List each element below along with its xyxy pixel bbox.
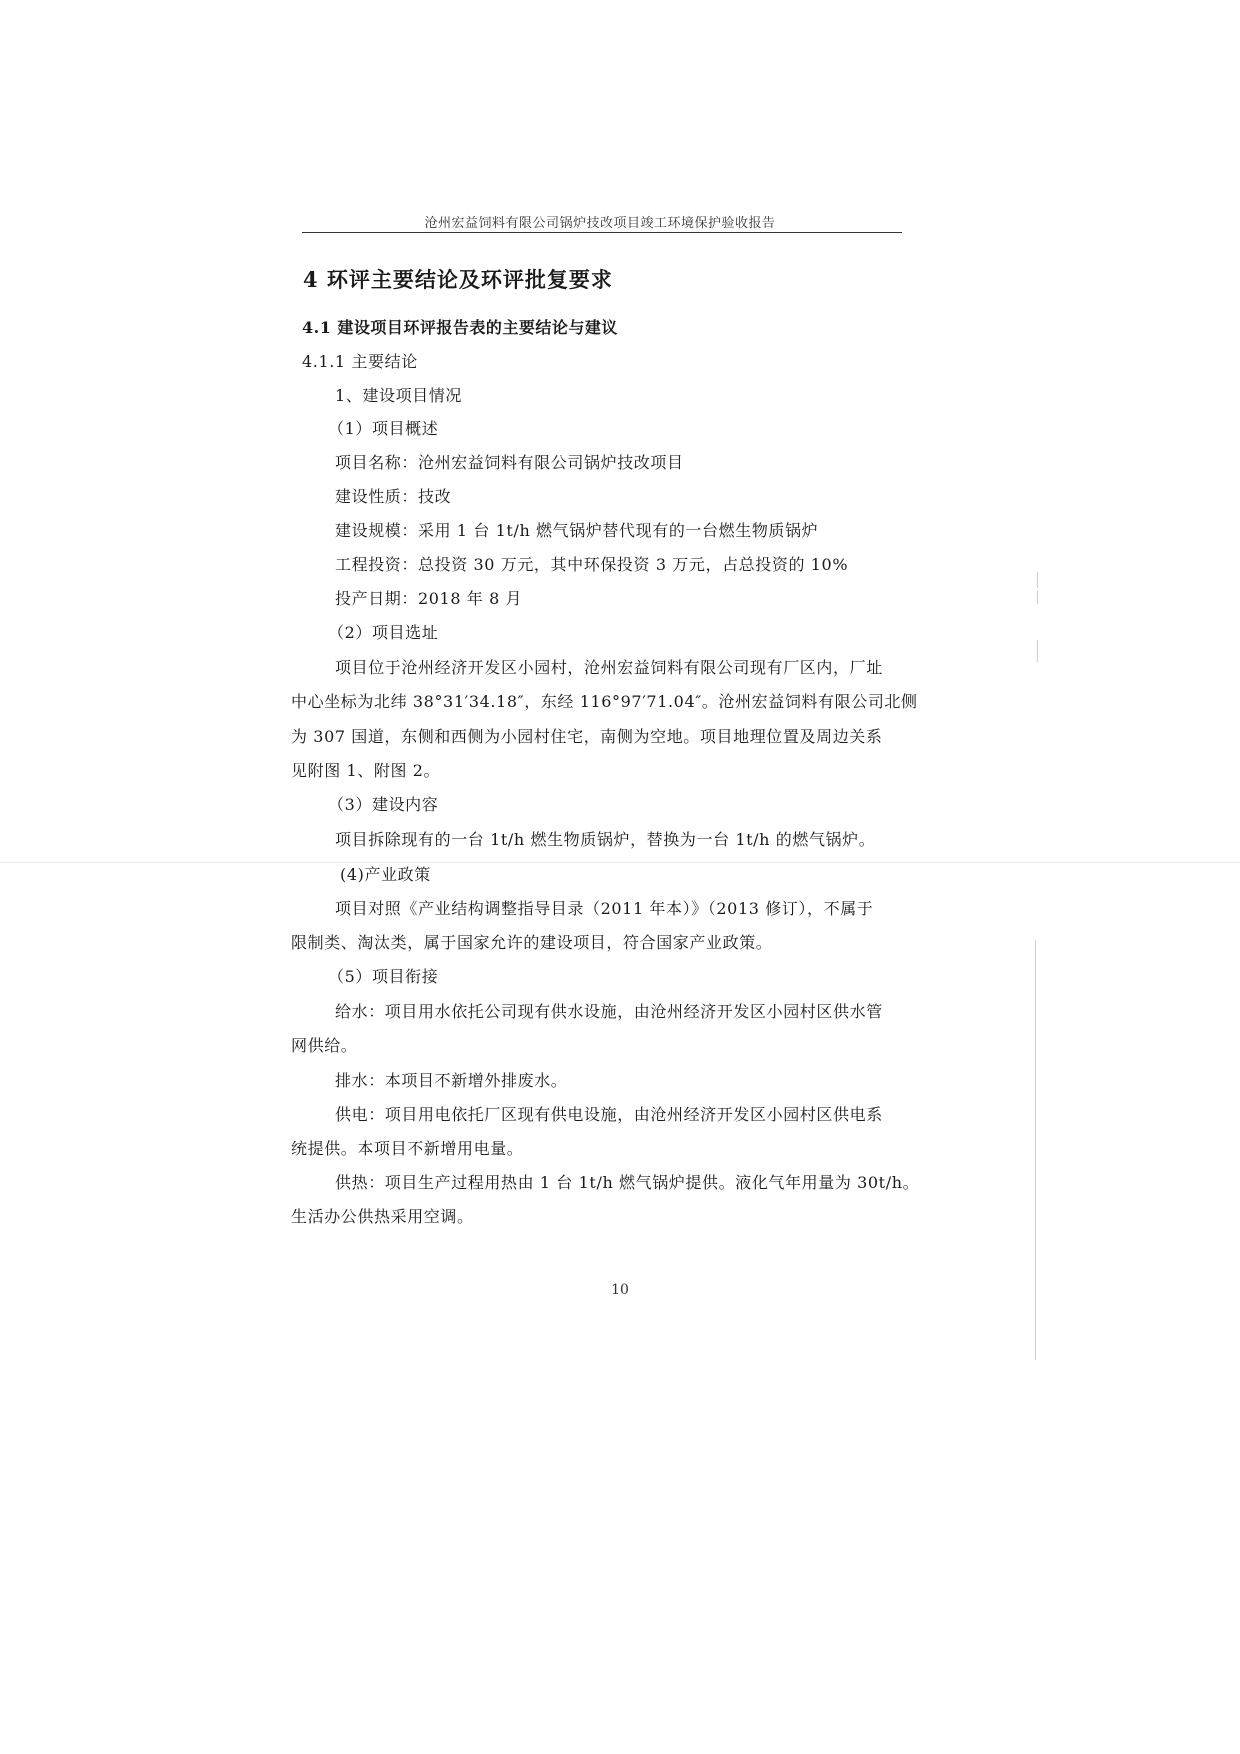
body-line: 见附图 1、附图 2。 [291,761,441,780]
body-line: 网供给。 [291,1036,358,1055]
body-line: 投产日期：2018 年 8 月 [335,589,523,608]
section-heading-4-1: 4.1 建设项目环评报告表的主要结论与建议 [302,318,618,337]
body-line: 建设规模：采用 1 台 1t/h 燃气锅炉替代现有的一台燃生物质锅炉 [335,521,819,540]
body-line: 供电：项目用电依托厂区现有供电设施，由沧州经济开发区小园村区供电系 [335,1105,883,1124]
scan-mark [1037,590,1038,604]
header-rule [302,232,902,233]
body-line: 限制类、淘汰类，属于国家允许的建设项目，符合国家产业政策。 [291,933,773,952]
scan-fold-line [0,862,1240,863]
subsection-heading-4-1-1: 4.1.1 主要结论 [302,352,418,371]
body-line: 项目拆除现有的一台 1t/h 燃生物质锅炉，替换为一台 1t/h 的燃气锅炉。 [335,830,876,849]
body-line: 中心坐标为北纬 38°31′34.18″，东经 116°97′71.04″。沧州宏益饲料有限公司北侧 [291,692,918,711]
body-line: 生活办公供热采用空调。 [291,1207,474,1226]
page-number: 10 [611,1282,629,1298]
body-line: （3）建设内容 [328,795,439,814]
scan-edge-line [1035,940,1036,1360]
body-line: 项目位于沧州经济开发区小园村，沧州宏益饲料有限公司现有厂区内，厂址 [335,658,883,677]
body-line: 项目名称：沧州宏益饲料有限公司锅炉技改项目 [335,453,684,472]
body-line: （5）项目衔接 [328,967,439,986]
body-line: 项目对照《产业结构调整指导目录（2011 年本）》（2013 修订），不属于 [335,899,874,918]
header-title: 沧州宏益饲料有限公司锅炉技改项目竣工环境保护验收报告 [424,216,776,231]
body-line: 工程投资：总投资 30 万元，其中环保投资 3 万元，占总投资的 10% [335,555,849,574]
body-line: 为 307 国道，东侧和西侧为小园村住宅，南侧为空地。项目地理位置及周边关系 [291,727,883,746]
body-line: 统提供。本项目不新增用电量。 [291,1139,524,1158]
body-line: （1）项目概述 [328,419,439,438]
body-line: (4)产业政策 [340,865,431,884]
body-line: 建设性质：技改 [335,487,452,506]
body-line: 供热：项目生产过程用热由 1 台 1t/h 燃气锅炉提供。液化气年用量为 30t/h。 [335,1173,920,1192]
body-line: 给水：项目用水依托公司现有供水设施，由沧州经济开发区小园村区供水管 [335,1002,883,1021]
body-line: （2）项目选址 [328,623,439,642]
scan-mark [1037,572,1038,588]
body-line: 排水：本项目不新增外排废水。 [335,1071,568,1090]
body-line: 1、建设项目情况 [335,386,462,405]
scan-mark [1037,640,1038,662]
section-heading-4: 4 环评主要结论及环评批复要求 [303,267,613,292]
